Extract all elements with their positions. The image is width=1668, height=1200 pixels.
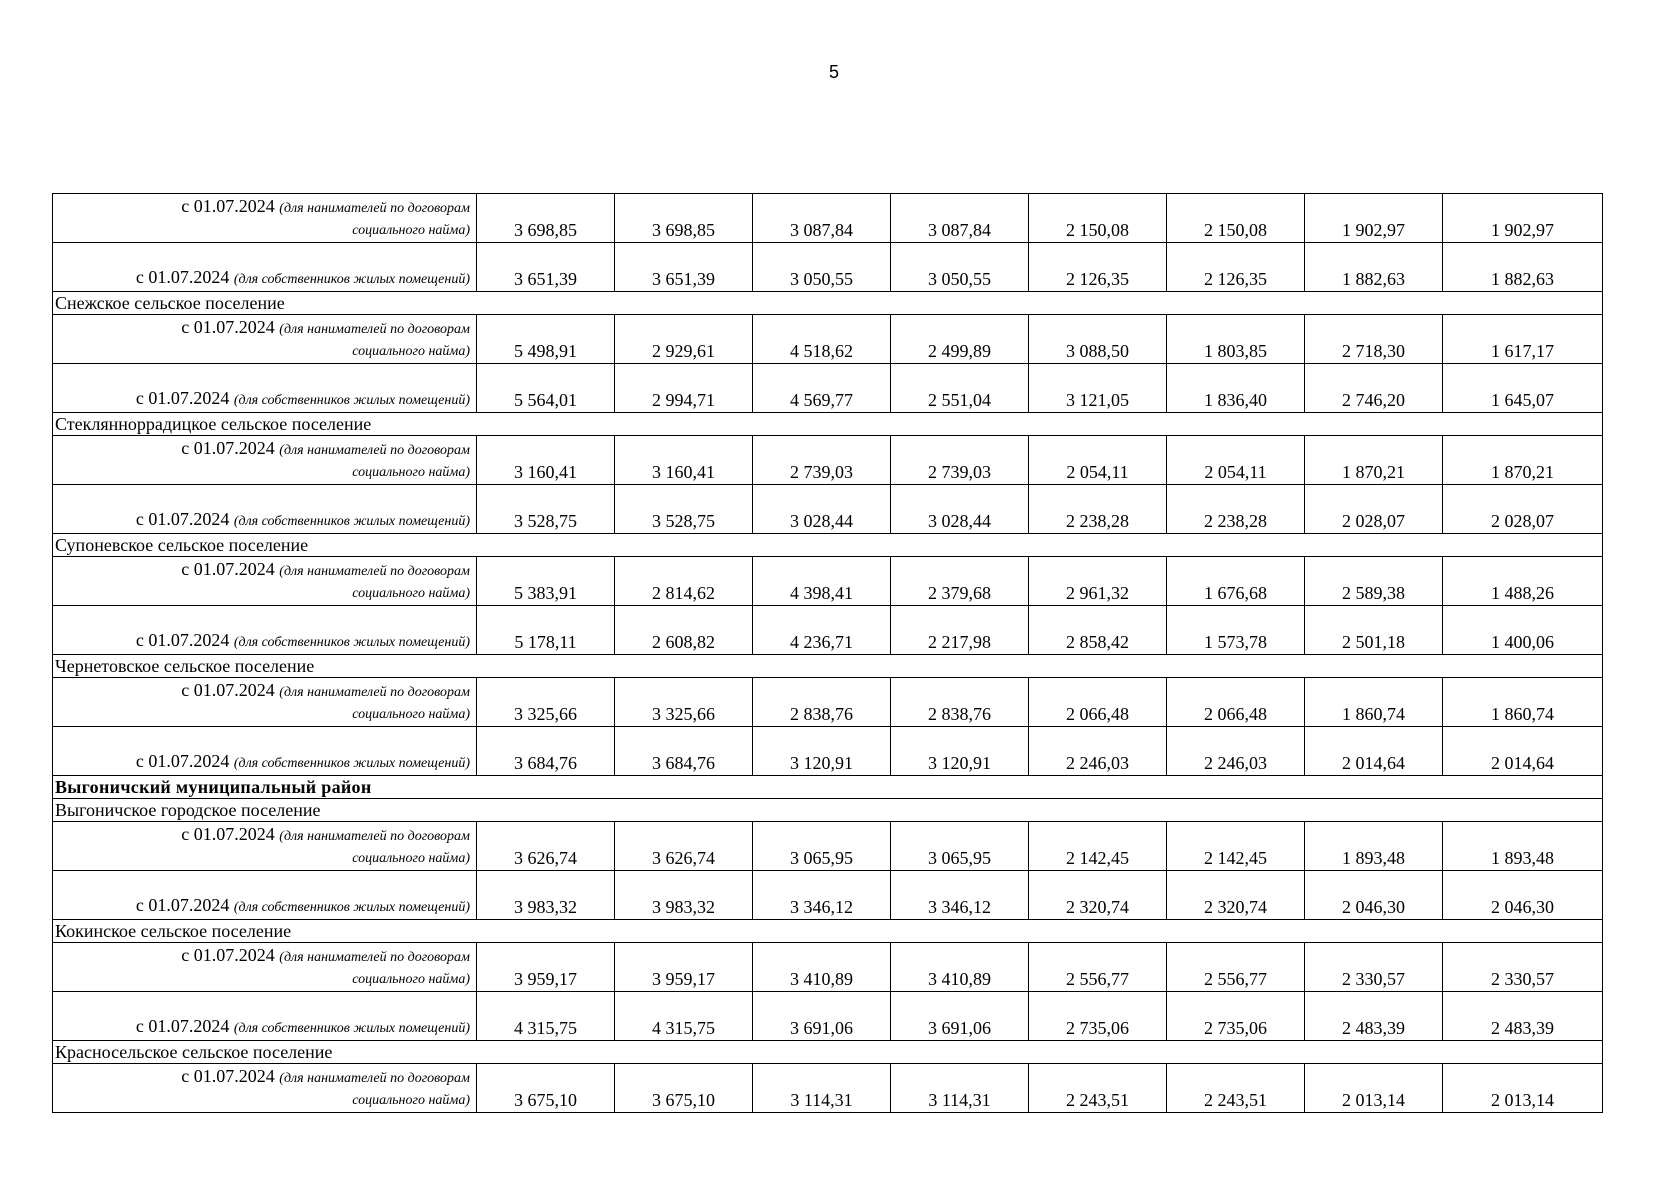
tenants-tariff-row bbox=[53, 557, 1603, 606]
label-note: (для нанимателей по договорам bbox=[279, 685, 470, 700]
tariff-value-cell: 2 046,30 bbox=[1305, 871, 1443, 920]
label-line-1 bbox=[53, 679, 470, 704]
tariff-value-cell: 1 870,21 bbox=[1443, 436, 1603, 485]
tariff-value-cell: 2 243,51 bbox=[1167, 1064, 1305, 1113]
tariff-value-cell: 3 050,55 bbox=[891, 243, 1029, 292]
tariff-value-cell: 3 698,85 bbox=[615, 194, 753, 243]
tariff-value-cell: 2 246,03 bbox=[1167, 727, 1305, 776]
row-label bbox=[53, 436, 477, 485]
row-label bbox=[53, 243, 477, 292]
label-note: (для собственников жилых помещений) bbox=[233, 1021, 470, 1036]
tariff-value-cell: 3 087,84 bbox=[891, 194, 1029, 243]
tariff-value-cell: 2 608,82 bbox=[615, 606, 753, 655]
label-line-1 bbox=[53, 437, 470, 462]
label-date: с 01.07.2024 bbox=[181, 1066, 275, 1086]
tariff-value-cell: 2 238,28 bbox=[1029, 485, 1167, 534]
tariff-value-cell: 3 983,32 bbox=[615, 871, 753, 920]
tariff-value-cell: 2 028,07 bbox=[1305, 485, 1443, 534]
tariff-value-cell: 2 929,61 bbox=[615, 315, 753, 364]
tariff-value-cell: 1 676,68 bbox=[1167, 557, 1305, 606]
tariff-value-cell: 3 028,44 bbox=[753, 485, 891, 534]
tariff-value-cell: 1 882,63 bbox=[1305, 243, 1443, 292]
row-label bbox=[53, 194, 477, 243]
label-date: с 01.07.2024 bbox=[135, 895, 230, 915]
tariff-value-cell: 1 617,17 bbox=[1443, 315, 1603, 364]
tariff-value-cell: 3 325,66 bbox=[477, 678, 615, 727]
settlement-name: Снежское сельское поселение bbox=[53, 292, 1603, 315]
tenants-tariff-row bbox=[53, 315, 1603, 364]
tariff-value-cell: 3 346,12 bbox=[891, 871, 1029, 920]
label-date: с 01.07.2024 bbox=[181, 196, 275, 216]
tariff-value-cell: 2 858,42 bbox=[1029, 606, 1167, 655]
owners-tariff-row bbox=[53, 485, 1603, 534]
label-note: (для нанимателей по договорам bbox=[279, 443, 470, 458]
tariff-value-cell: 4 398,41 bbox=[753, 557, 891, 606]
tariff-value-cell: 2 054,11 bbox=[1167, 436, 1305, 485]
tariff-value-cell: 3 691,06 bbox=[753, 992, 891, 1041]
tariff-value-cell: 2 483,39 bbox=[1305, 992, 1443, 1041]
owners-tariff-row bbox=[53, 992, 1603, 1041]
tariff-value-cell: 3 410,89 bbox=[891, 943, 1029, 992]
tariff-value-cell: 1 902,97 bbox=[1443, 194, 1603, 243]
label-note: социального найма) bbox=[352, 465, 470, 480]
tariff-value-cell: 1 645,07 bbox=[1443, 364, 1603, 413]
label-note: социального найма) bbox=[352, 344, 470, 359]
tariff-value-cell: 3 675,10 bbox=[615, 1064, 753, 1113]
tariff-value-cell: 3 651,39 bbox=[615, 243, 753, 292]
tariff-value-cell: 2 014,64 bbox=[1443, 727, 1603, 776]
tariff-value-cell: 2 066,48 bbox=[1167, 678, 1305, 727]
settlement-header-row bbox=[53, 655, 1603, 678]
row-label bbox=[53, 727, 477, 776]
label-note: (для нанимателей по договорам bbox=[279, 322, 470, 337]
tariff-value-cell: 1 860,74 bbox=[1443, 678, 1603, 727]
tariff-value-cell: 2 499,89 bbox=[891, 315, 1029, 364]
tariff-value-cell: 3 121,05 bbox=[1029, 364, 1167, 413]
owners-tariff-row bbox=[53, 243, 1603, 292]
settlement-name: Стеклянноррадицкое сельское поселение bbox=[53, 413, 1603, 436]
settlement-header-row bbox=[53, 413, 1603, 436]
label-date: с 01.07.2024 bbox=[181, 945, 275, 965]
tariff-value-cell: 4 315,75 bbox=[615, 992, 753, 1041]
tariff-value-cell: 2 556,77 bbox=[1029, 943, 1167, 992]
row-label bbox=[53, 871, 477, 920]
tariff-value-cell: 3 346,12 bbox=[753, 871, 891, 920]
label-note: социального найма) bbox=[352, 972, 470, 987]
tariff-value-cell: 4 236,71 bbox=[753, 606, 891, 655]
label-note: (для нанимателей по договорам bbox=[279, 564, 470, 579]
label-note: (для нанимателей по договорам bbox=[279, 829, 470, 844]
tariff-value-cell: 3 114,31 bbox=[891, 1064, 1029, 1113]
tariff-value-cell: 3 120,91 bbox=[753, 727, 891, 776]
tariff-value-cell: 2 735,06 bbox=[1167, 992, 1305, 1041]
tariff-value-cell: 1 870,21 bbox=[1305, 436, 1443, 485]
settlement-name: Выгоничское городское поселение bbox=[53, 799, 1603, 822]
tariff-value-cell: 2 551,04 bbox=[891, 364, 1029, 413]
label-note: социального найма) bbox=[352, 223, 470, 238]
row-label bbox=[53, 364, 477, 413]
label-note: (для собственников жилых помещений) bbox=[233, 514, 470, 529]
tariff-value-cell: 2 320,74 bbox=[1029, 871, 1167, 920]
tariff-value-cell: 3 028,44 bbox=[891, 485, 1029, 534]
row-label bbox=[53, 678, 477, 727]
tariff-value-cell: 3 983,32 bbox=[477, 871, 615, 920]
tariff-value-cell: 2 556,77 bbox=[1167, 943, 1305, 992]
label-note: социального найма) bbox=[352, 707, 470, 722]
tariff-value-cell: 3 087,84 bbox=[753, 194, 891, 243]
tariff-value-cell: 2 238,28 bbox=[1167, 485, 1305, 534]
tariff-value-cell: 2 330,57 bbox=[1443, 943, 1603, 992]
label-note: (для собственников жилых помещений) bbox=[233, 900, 470, 915]
label-note: социального найма) bbox=[352, 1093, 470, 1108]
tariff-value-cell: 1 882,63 bbox=[1443, 243, 1603, 292]
tariff-value-cell: 2 483,39 bbox=[1443, 992, 1603, 1041]
row-label bbox=[53, 485, 477, 534]
tariff-value-cell: 2 718,30 bbox=[1305, 315, 1443, 364]
tariff-value-cell: 3 684,76 bbox=[477, 727, 615, 776]
label-date: с 01.07.2024 bbox=[135, 751, 230, 771]
tariff-value-cell: 1 893,48 bbox=[1443, 822, 1603, 871]
tariff-value-cell: 2 739,03 bbox=[753, 436, 891, 485]
label-note: (для собственников жилых помещений) bbox=[233, 756, 470, 771]
tariff-value-cell: 2 994,71 bbox=[615, 364, 753, 413]
tenants-tariff-row bbox=[53, 436, 1603, 485]
tariff-value-cell: 2 961,32 bbox=[1029, 557, 1167, 606]
label-date: с 01.07.2024 bbox=[181, 680, 275, 700]
settlement-header-row bbox=[53, 920, 1603, 943]
tenants-tariff-row bbox=[53, 822, 1603, 871]
settlement-header-row bbox=[53, 292, 1603, 315]
tariff-value-cell: 3 050,55 bbox=[753, 243, 891, 292]
tariff-value-cell: 2 501,18 bbox=[1305, 606, 1443, 655]
row-label bbox=[53, 315, 477, 364]
tariff-value-cell: 1 400,06 bbox=[1443, 606, 1603, 655]
tariff-value-cell: 2 330,57 bbox=[1305, 943, 1443, 992]
tariff-value-cell: 3 325,66 bbox=[615, 678, 753, 727]
tariff-value-cell: 3 114,31 bbox=[753, 1064, 891, 1113]
tenants-tariff-row bbox=[53, 943, 1603, 992]
label-note: (для нанимателей по договорам bbox=[279, 201, 470, 216]
label-date: с 01.07.2024 bbox=[181, 824, 275, 844]
settlement-name: Супоневское сельское поселение bbox=[53, 534, 1603, 557]
tariff-value-cell: 2 379,68 bbox=[891, 557, 1029, 606]
tariff-value-cell: 3 698,85 bbox=[477, 194, 615, 243]
row-label bbox=[53, 1064, 477, 1113]
tariff-value-cell: 4 518,62 bbox=[753, 315, 891, 364]
tariff-value-cell: 3 626,74 bbox=[615, 822, 753, 871]
tariff-value-cell: 2 054,11 bbox=[1029, 436, 1167, 485]
label-line-1 bbox=[53, 195, 470, 220]
settlement-header-row bbox=[53, 534, 1603, 557]
tariff-value-cell: 2 014,64 bbox=[1305, 727, 1443, 776]
label-date: с 01.07.2024 bbox=[181, 438, 275, 458]
tariff-value-cell: 3 065,95 bbox=[753, 822, 891, 871]
label-date: с 01.07.2024 bbox=[181, 559, 275, 579]
label-note: (для нанимателей по договорам bbox=[279, 1071, 470, 1086]
tariff-value-cell: 3 651,39 bbox=[477, 243, 615, 292]
row-label bbox=[53, 822, 477, 871]
tariff-value-cell: 3 691,06 bbox=[891, 992, 1029, 1041]
tariff-value-cell: 2 246,03 bbox=[1029, 727, 1167, 776]
label-note: (для собственников жилых помещений) bbox=[233, 272, 470, 287]
tariff-value-cell: 2 814,62 bbox=[615, 557, 753, 606]
tariff-value-cell: 3 959,17 bbox=[477, 943, 615, 992]
tariff-value-cell: 2 217,98 bbox=[891, 606, 1029, 655]
settlement-name: Кокинское сельское поселение bbox=[53, 920, 1603, 943]
label-note: (для собственников жилых помещений) bbox=[233, 635, 470, 650]
district-header-row bbox=[53, 776, 1603, 799]
tariff-value-cell: 5 383,91 bbox=[477, 557, 615, 606]
tariff-value-cell: 3 959,17 bbox=[615, 943, 753, 992]
tariff-value-cell: 4 315,75 bbox=[477, 992, 615, 1041]
tariff-value-cell: 4 569,77 bbox=[753, 364, 891, 413]
tariff-value-cell: 2 142,45 bbox=[1167, 822, 1305, 871]
tariff-value-cell: 1 836,40 bbox=[1167, 364, 1305, 413]
row-label bbox=[53, 557, 477, 606]
settlement-name: Красносельское сельское поселение bbox=[53, 1041, 1603, 1064]
tariff-value-cell: 5 178,11 bbox=[477, 606, 615, 655]
tariff-value-cell: 3 160,41 bbox=[615, 436, 753, 485]
tariff-value-cell: 1 803,85 bbox=[1167, 315, 1305, 364]
tariff-value-cell: 1 860,74 bbox=[1305, 678, 1443, 727]
tariff-value-cell: 2 739,03 bbox=[891, 436, 1029, 485]
label-note: социального найма) bbox=[352, 586, 470, 601]
label-line-1 bbox=[53, 823, 470, 848]
label-line-1 bbox=[53, 558, 470, 583]
tariff-value-cell: 3 088,50 bbox=[1029, 315, 1167, 364]
tariff-value-cell: 2 243,51 bbox=[1029, 1064, 1167, 1113]
tariff-value-cell: 2 013,14 bbox=[1443, 1064, 1603, 1113]
tenants-tariff-row bbox=[53, 194, 1603, 243]
row-label bbox=[53, 606, 477, 655]
label-date: с 01.07.2024 bbox=[135, 509, 230, 529]
tariff-value-cell: 1 573,78 bbox=[1167, 606, 1305, 655]
owners-tariff-row bbox=[53, 606, 1603, 655]
tariff-value-cell: 3 528,75 bbox=[615, 485, 753, 534]
label-note: социального найма) bbox=[352, 851, 470, 866]
tariff-table bbox=[52, 193, 1603, 1113]
tariff-value-cell: 2 126,35 bbox=[1029, 243, 1167, 292]
row-label bbox=[53, 992, 477, 1041]
tariff-value-cell: 2 028,07 bbox=[1443, 485, 1603, 534]
tariff-value-cell: 2 142,45 bbox=[1029, 822, 1167, 871]
tariff-value-cell: 1 902,97 bbox=[1305, 194, 1443, 243]
label-line-1 bbox=[53, 316, 470, 341]
label-note: (для собственников жилых помещений) bbox=[233, 393, 470, 408]
tariff-value-cell: 2 589,38 bbox=[1305, 557, 1443, 606]
district-name: Выгоничский муниципальный район bbox=[53, 776, 1603, 799]
tariff-value-cell: 5 564,01 bbox=[477, 364, 615, 413]
label-line-1 bbox=[53, 1065, 470, 1090]
tariff-value-cell: 2 735,06 bbox=[1029, 992, 1167, 1041]
settlement-header-row bbox=[53, 1041, 1603, 1064]
tenants-tariff-row bbox=[53, 678, 1603, 727]
owners-tariff-row bbox=[53, 871, 1603, 920]
tariff-value-cell: 3 120,91 bbox=[891, 727, 1029, 776]
tariff-value-cell: 3 626,74 bbox=[477, 822, 615, 871]
tariff-value-cell: 2 838,76 bbox=[891, 678, 1029, 727]
tariff-value-cell: 3 065,95 bbox=[891, 822, 1029, 871]
label-date: с 01.07.2024 bbox=[135, 267, 230, 287]
row-label bbox=[53, 943, 477, 992]
tariff-value-cell: 2 320,74 bbox=[1167, 871, 1305, 920]
tariff-value-cell: 3 528,75 bbox=[477, 485, 615, 534]
label-line-1 bbox=[53, 944, 470, 969]
tariff-value-cell: 3 675,10 bbox=[477, 1064, 615, 1113]
tariff-value-cell: 1 488,26 bbox=[1443, 557, 1603, 606]
settlement-name: Чернетовское сельское поселение bbox=[53, 655, 1603, 678]
tariff-value-cell: 2 150,08 bbox=[1029, 194, 1167, 243]
label-date: с 01.07.2024 bbox=[181, 317, 275, 337]
tariff-value-cell: 3 410,89 bbox=[753, 943, 891, 992]
owners-tariff-row bbox=[53, 364, 1603, 413]
tariff-value-cell: 2 066,48 bbox=[1029, 678, 1167, 727]
tariff-value-cell: 3 684,76 bbox=[615, 727, 753, 776]
settlement-header-row bbox=[53, 799, 1603, 822]
tariff-value-cell: 2 838,76 bbox=[753, 678, 891, 727]
label-date: с 01.07.2024 bbox=[135, 630, 230, 650]
tariff-value-cell: 5 498,91 bbox=[477, 315, 615, 364]
owners-tariff-row bbox=[53, 727, 1603, 776]
label-date: с 01.07.2024 bbox=[135, 388, 230, 408]
tenants-tariff-row bbox=[53, 1064, 1603, 1113]
label-date: с 01.07.2024 bbox=[135, 1016, 230, 1036]
tariff-value-cell: 3 160,41 bbox=[477, 436, 615, 485]
tariff-value-cell: 2 013,14 bbox=[1305, 1064, 1443, 1113]
tariff-value-cell: 2 126,35 bbox=[1167, 243, 1305, 292]
tariff-value-cell: 2 150,08 bbox=[1167, 194, 1305, 243]
tariff-value-cell: 2 746,20 bbox=[1305, 364, 1443, 413]
label-note: (для нанимателей по договорам bbox=[279, 950, 470, 965]
tariff-value-cell: 2 046,30 bbox=[1443, 871, 1603, 920]
page-number: 5 bbox=[828, 62, 839, 82]
tariff-value-cell: 1 893,48 bbox=[1305, 822, 1443, 871]
